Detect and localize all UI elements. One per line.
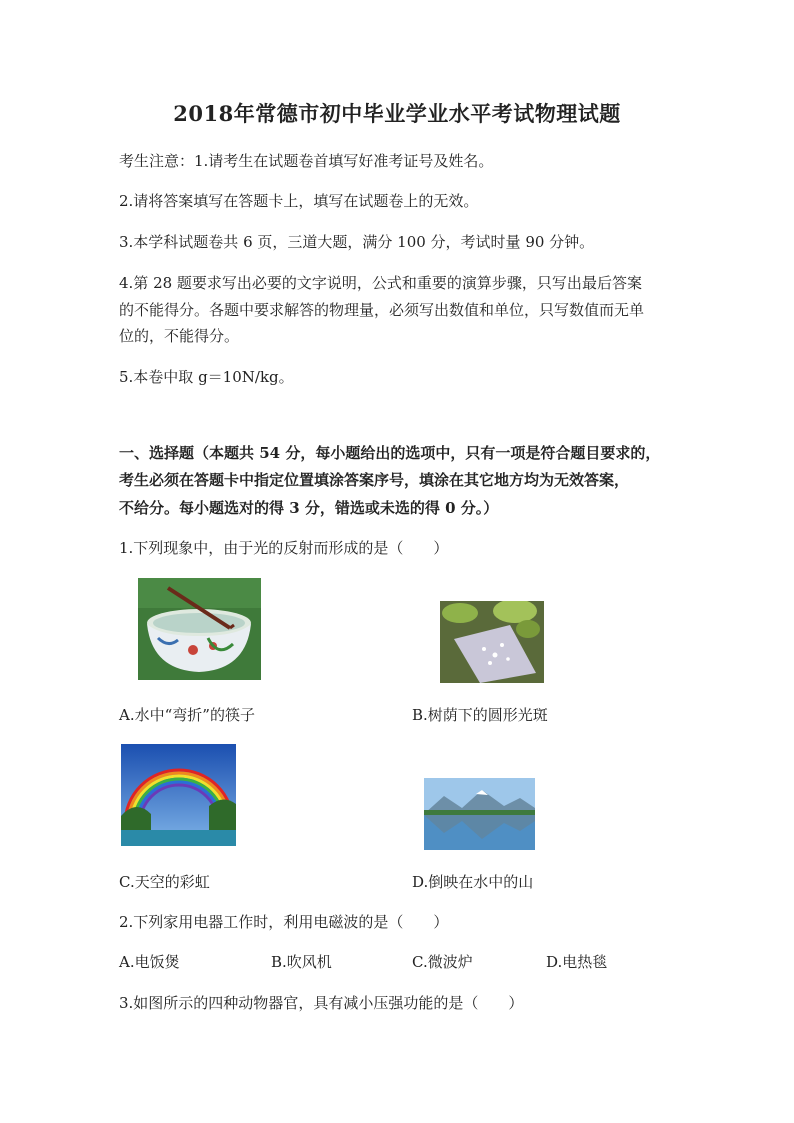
notice-line-2: 2.请将答案填写在答题卡上，填写在试题卷上的无效。 — [119, 192, 479, 210]
rainbow-image — [121, 744, 236, 846]
section-heading-line-2: 考生必须在答题卡中指定位置填涂答案序号，填涂在其它地方均为无效答案， — [119, 471, 630, 489]
notice-line-3: 3.本学科试题卷共 6 页，三道大题，满分 100 分，考试时量 90 分钟。 — [119, 233, 595, 251]
q1-option-b: B.树荫下的圆形光斑 — [412, 706, 548, 724]
section-heading-line-1: 一、选择题（本题共 54 分，每小题给出的选项中，只有一项是符合题目要求的， — [119, 444, 661, 462]
q1-option-d: D.倒映在水中的山 — [412, 873, 534, 891]
notice-line-7: 5.本卷中取 g＝10N/kg。 — [119, 368, 294, 386]
q3-stem: 3.如图所示的四种动物器官，具有减小压强功能的是（ ） — [119, 994, 524, 1012]
q1-option-c: C.天空的彩虹 — [119, 873, 210, 891]
q2-option-b: B.吹风机 — [271, 953, 332, 971]
notice-line-6: 位的，不能得分。 — [119, 327, 240, 345]
q2-option-d: D.电热毯 — [546, 953, 608, 971]
q2-stem: 2.下列家用电器工作时，利用电磁波的是（ ） — [119, 913, 449, 931]
notice-line-1: 考生注意：1.请考生在试题卷首填写好准考证号及姓名。 — [119, 152, 494, 170]
notice-line-5: 的不能得分。各题中要求解答的物理量，必须写出数值和单位，只写数值而无单 — [119, 301, 645, 319]
section-heading-line-3: 不给分。每小题选对的得 3 分，错选或未选的得 0 分。） — [119, 499, 499, 517]
q2-option-c: C.微波炉 — [412, 953, 473, 971]
q1-option-a: A.水中“弯折”的筷子 — [119, 706, 255, 724]
exam-title: 2018年常德市初中毕业学业水平考试物理试题 — [173, 101, 621, 126]
bowl-chopstick-image — [138, 578, 261, 680]
mountain-reflection-image — [424, 778, 535, 850]
light-spots-image — [440, 601, 544, 683]
notice-line-4: 4.第 28 题要求写出必要的文字说明，公式和重要的演算步骤，只写出最后答案 — [119, 274, 642, 292]
q1-stem: 1.下列现象中，由于光的反射而形成的是（ ） — [119, 539, 449, 557]
q2-option-a: A.电饭煲 — [119, 953, 180, 971]
